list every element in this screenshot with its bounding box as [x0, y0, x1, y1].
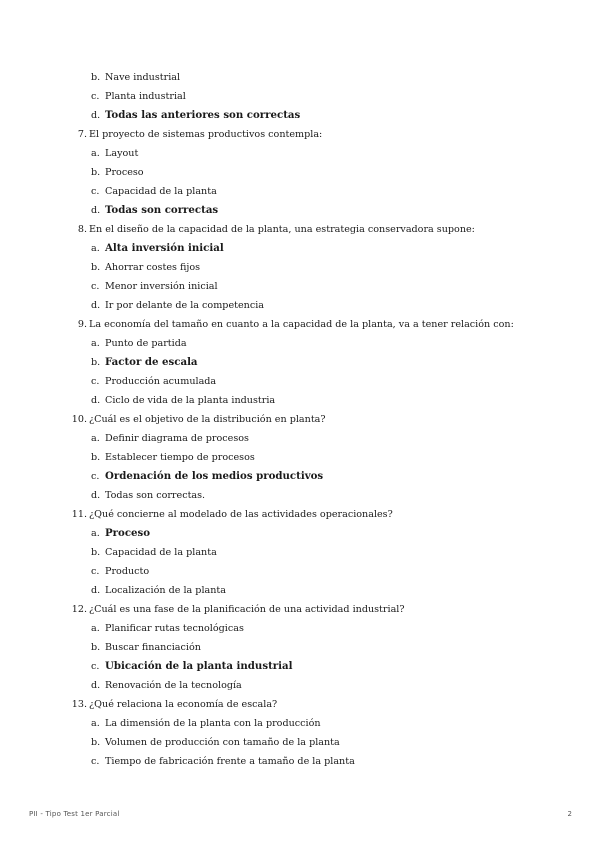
option-text: Localización de la planta — [105, 585, 226, 596]
option-text: Planta industrial — [105, 91, 186, 102]
answer-option — [0, 296, 600, 315]
question-list — [0, 68, 600, 771]
answer-option — [0, 619, 600, 638]
option-letter: b. — [91, 167, 101, 178]
answer-option — [0, 524, 600, 543]
option-text: La dimensión de la planta con la producción — [105, 718, 321, 729]
answer-option — [0, 429, 600, 448]
option-text: Volumen de producción con tamaño de la planta — [105, 737, 340, 748]
correct-answer-text: Factor de escala — [105, 356, 198, 368]
option-letter: c. — [91, 376, 100, 387]
option-letter: a. — [91, 243, 100, 254]
option-letter: c. — [91, 91, 100, 102]
question-text: El proyecto de sistemas productivos contempla: — [89, 129, 323, 140]
option-letter: c. — [91, 756, 100, 767]
option-letter: c. — [91, 471, 100, 482]
option-text: Definir diagrama de procesos — [105, 433, 249, 444]
option-text: Proceso — [105, 167, 144, 178]
option-text: Renovación de la tecnología — [105, 680, 242, 691]
question-8 — [0, 220, 600, 239]
answer-option — [0, 733, 600, 752]
correct-answer-text: Todas las anteriores son correctas — [105, 109, 301, 121]
option-text: Ciclo de vida de la planta industria — [105, 395, 276, 406]
option-text: Establecer tiempo de procesos — [105, 452, 255, 463]
option-letter: a. — [91, 338, 100, 349]
answer-option — [0, 277, 600, 296]
option-text: Layout — [105, 148, 139, 159]
answer-option — [0, 163, 600, 182]
answer-option — [0, 106, 600, 125]
option-letter: d. — [91, 585, 101, 596]
question-number: 12. — [71, 604, 87, 615]
question-7 — [0, 125, 600, 144]
option-letter: a. — [91, 718, 100, 729]
question-number: 13. — [71, 699, 87, 710]
answer-option — [0, 486, 600, 505]
answer-option — [0, 638, 600, 657]
option-letter: b. — [91, 262, 101, 273]
option-letter: a. — [91, 433, 100, 444]
question-13 — [0, 695, 600, 714]
question-text: La economía del tamaño en cuanto a la capacidad de la planta, va a tener relación con: — [89, 319, 514, 330]
option-letter: b. — [91, 357, 101, 368]
option-letter: c. — [91, 186, 100, 197]
question-text: ¿Qué relaciona la economía de escala? — [89, 699, 278, 710]
option-text: Capacidad de la planta — [105, 186, 217, 197]
answer-option — [0, 239, 600, 258]
answer-option — [0, 353, 600, 372]
answer-option — [0, 448, 600, 467]
question-text: En el diseño de la capacidad de la planta, una estrategia conservadora supone: — [89, 224, 475, 235]
question-11 — [0, 505, 600, 524]
option-text: Nave industrial — [105, 72, 181, 83]
option-letter: d. — [91, 680, 101, 691]
option-text: Producto — [105, 566, 150, 577]
question-text: ¿Cuál es una fase de la planificación de una actividad industrial? — [89, 604, 405, 615]
question-number: 9. — [77, 319, 87, 330]
option-text: Menor inversión inicial — [105, 281, 218, 292]
answer-option — [0, 752, 600, 771]
option-letter: d. — [91, 205, 101, 216]
option-text: Buscar financiación — [105, 642, 201, 653]
answer-option — [0, 258, 600, 277]
option-letter: c. — [91, 661, 100, 672]
question-10 — [0, 410, 600, 429]
option-letter: d. — [91, 110, 101, 121]
question-number: 8. — [77, 224, 87, 235]
question-text: ¿Cuál es el objetivo de la distribución en planta? — [89, 414, 326, 425]
correct-answer-text: Alta inversión inicial — [105, 242, 224, 254]
answer-option — [0, 467, 600, 486]
correct-answer-text: Todas son correctas — [105, 204, 219, 216]
answer-option — [0, 676, 600, 695]
answer-option — [0, 334, 600, 353]
option-letter: a. — [91, 528, 100, 539]
answer-option — [0, 68, 600, 87]
option-letter: b. — [91, 72, 101, 83]
option-text: Producción acumulada — [105, 376, 217, 387]
answer-option — [0, 657, 600, 676]
answer-option — [0, 144, 600, 163]
question-number: 11. — [71, 509, 87, 520]
answer-option — [0, 372, 600, 391]
footer-title: PII - Tipo Test 1er Parcial — [29, 810, 120, 818]
option-letter: b. — [91, 547, 101, 558]
option-letter: b. — [91, 737, 101, 748]
option-text: Todas son correctas. — [105, 490, 206, 501]
answer-option — [0, 391, 600, 410]
question-number: 7. — [77, 129, 87, 140]
option-letter: d. — [91, 490, 101, 501]
question-12 — [0, 600, 600, 619]
option-letter: d. — [91, 395, 101, 406]
option-text: Tiempo de fabricación frente a tamaño de la planta — [105, 756, 355, 767]
page-number: 2 — [567, 810, 572, 818]
answer-option — [0, 543, 600, 562]
answer-option — [0, 562, 600, 581]
answer-option — [0, 714, 600, 733]
option-text: Punto de partida — [105, 338, 187, 349]
option-text: Ir por delante de la competencia — [105, 300, 264, 311]
correct-answer-text: Ordenación de los medios productivos — [105, 470, 324, 482]
option-letter: c. — [91, 281, 100, 292]
question-text: ¿Qué concierne al modelado de las actividades operacionales? — [89, 509, 393, 520]
option-letter: d. — [91, 300, 101, 311]
question-number: 10. — [71, 414, 87, 425]
option-text: Ahorrar costes fijos — [105, 262, 201, 273]
correct-answer-text: Ubicación de la planta industrial — [105, 660, 293, 672]
answer-option — [0, 581, 600, 600]
option-text: Capacidad de la planta — [105, 547, 217, 558]
option-letter: a. — [91, 623, 100, 634]
option-letter: b. — [91, 452, 101, 463]
option-letter: a. — [91, 148, 100, 159]
option-letter: b. — [91, 642, 101, 653]
correct-answer-text: Proceso — [105, 527, 151, 539]
answer-option — [0, 201, 600, 220]
answer-option — [0, 87, 600, 106]
answer-option — [0, 182, 600, 201]
option-text: Planificar rutas tecnológicas — [105, 623, 244, 634]
question-9 — [0, 315, 600, 334]
option-letter: c. — [91, 566, 100, 577]
